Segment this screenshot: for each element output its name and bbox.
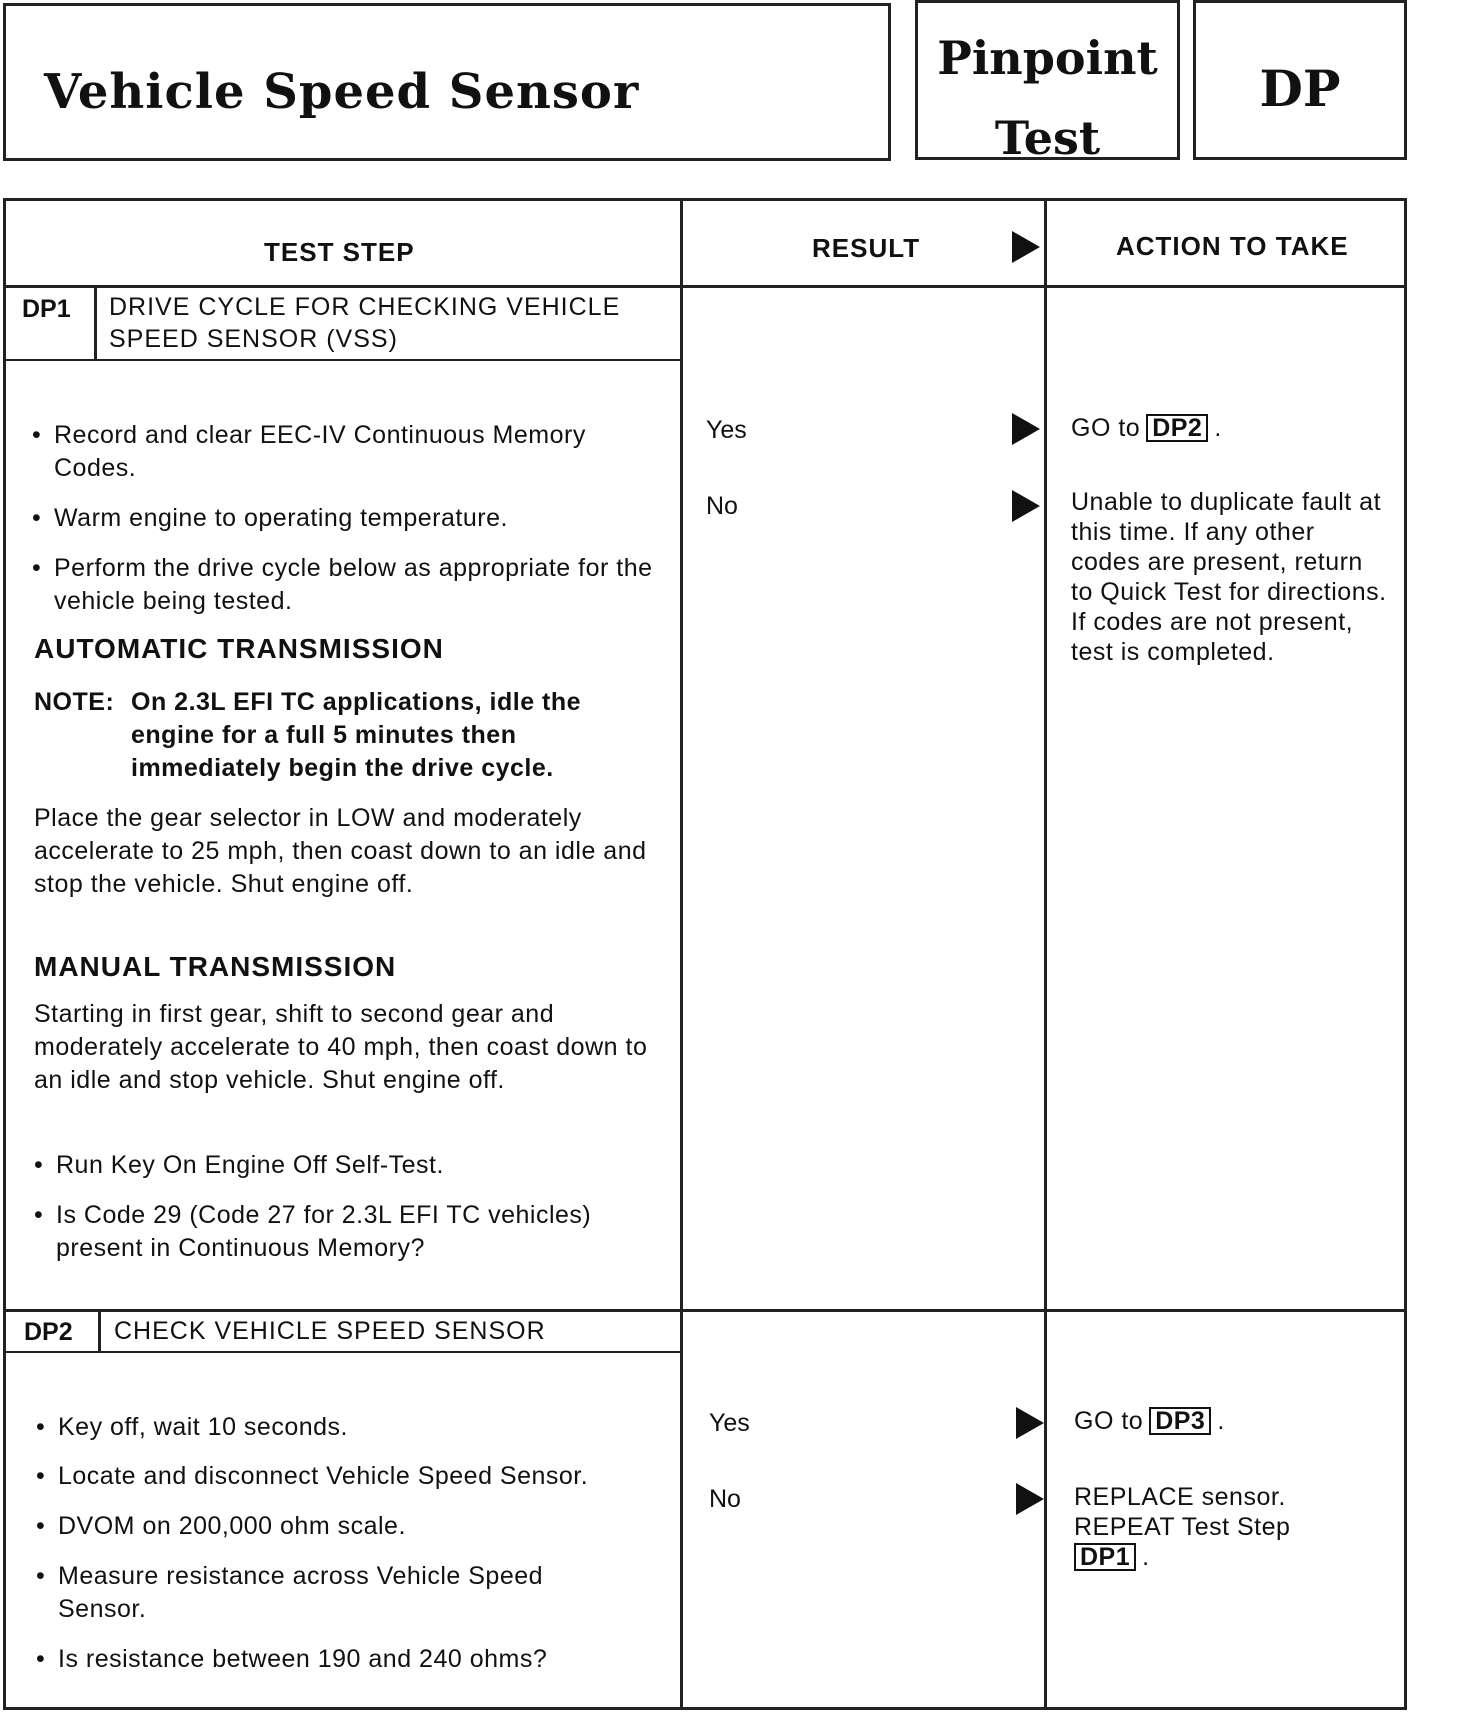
dp1-step-id: DP1 bbox=[22, 295, 71, 323]
col-header-action: ACTION TO TAKE bbox=[1116, 231, 1349, 261]
dp1-bullet: • Warm engine to operating temperature. bbox=[54, 502, 659, 535]
dp1-auto-heading: AUTOMATIC TRANSMISSION bbox=[34, 633, 444, 664]
action-suffix: . bbox=[1214, 414, 1222, 442]
note-label: NOTE: bbox=[34, 688, 115, 716]
dp2-step-id: DP2 bbox=[24, 1318, 73, 1346]
dp2-step-title: CHECK VEHICLE SPEED SENSOR bbox=[114, 1317, 546, 1345]
dp1-auto-text: Place the gear selector in LOW and moderately accelerate to 25 mph, then coast down to an idle and stop the vehicle. Shut engine off. bbox=[34, 804, 647, 898]
step-divider bbox=[6, 1309, 1404, 1312]
dp2-action-yes bbox=[1074, 1406, 1225, 1436]
arrow-icon bbox=[1012, 490, 1040, 522]
test-type-line1: Pinpoint bbox=[937, 31, 1158, 85]
arrow-icon bbox=[1012, 413, 1040, 445]
note-text: On 2.3L EFI TC applications, idle the engine for a full 5 minutes then immediately begin the drive cycle. bbox=[131, 688, 582, 782]
dp1-id-divider bbox=[94, 285, 97, 360]
dp1-action-no: Unable to duplicate fault at this time. If any other codes are present, return to Quick Test for directions. If codes are not present, test is completed. bbox=[1071, 488, 1387, 666]
dp2-bullet: • Locate and disconnect Vehicle Speed Sensor. bbox=[58, 1460, 678, 1493]
dp1-result-yes: Yes bbox=[706, 416, 747, 444]
col-header-result: RESULT bbox=[812, 233, 921, 263]
action-suffix: . bbox=[1217, 1407, 1225, 1435]
header-divider bbox=[6, 285, 1404, 288]
dp2-id-divider bbox=[98, 1309, 101, 1352]
page-title: Vehicle Speed Sensor bbox=[44, 64, 640, 120]
arrow-icon bbox=[1016, 1483, 1044, 1515]
title-box bbox=[3, 3, 891, 161]
step-ref-dp1[interactable]: DP1 bbox=[1074, 1543, 1136, 1571]
dp2-result-no: No bbox=[709, 1485, 741, 1513]
dp1-result-no: No bbox=[706, 492, 738, 520]
test-type-box bbox=[915, 0, 1180, 165]
column-divider-1 bbox=[680, 201, 683, 1707]
dp2-action-no bbox=[1074, 1482, 1354, 1572]
dp2-bullet: • Measure resistance across Vehicle Speed Sensor. bbox=[58, 1560, 618, 1626]
dp1-manual-text: Starting in first gear, shift to second gear and moderately accelerate to 40 mph, then coast down to an idle and stop vehicle. Shut engine off. bbox=[34, 1000, 648, 1094]
result-arrow-icon bbox=[1012, 231, 1040, 263]
dp1-title-underline bbox=[6, 359, 680, 361]
test-code: DP bbox=[1259, 59, 1341, 118]
action-suffix: . bbox=[1142, 1543, 1150, 1571]
col-header-test-step: TEST STEP bbox=[264, 237, 415, 267]
dp1-bullet: • Run Key On Engine Off Self-Test. bbox=[56, 1149, 661, 1182]
test-code-box bbox=[1193, 0, 1407, 160]
dp1-action-yes bbox=[1071, 413, 1222, 443]
dp1-note bbox=[34, 686, 664, 785]
dp2-result-yes: Yes bbox=[709, 1409, 750, 1437]
dp1-bullet: • Perform the drive cycle below as appropriate for the vehicle being tested. bbox=[54, 552, 659, 618]
action-text: REPLACE sensor. REPEAT Test Step bbox=[1074, 1483, 1291, 1541]
arrow-icon bbox=[1016, 1407, 1044, 1439]
test-table bbox=[3, 198, 1407, 1710]
dp1-bullet: • Is Code 29 (Code 27 for 2.3L EFI TC vehicles) present in Continuous Memory? bbox=[56, 1199, 616, 1265]
dp1-step-title: DRIVE CYCLE FOR CHECKING VEHICLE SPEED SENSOR (VSS) bbox=[109, 293, 621, 353]
step-ref-dp2[interactable]: DP2 bbox=[1146, 414, 1208, 442]
action-text: GO to bbox=[1071, 414, 1141, 442]
column-divider-2 bbox=[1044, 201, 1047, 1707]
action-text: GO to bbox=[1074, 1407, 1144, 1435]
dp1-manual-heading: MANUAL TRANSMISSION bbox=[34, 951, 397, 982]
dp2-bullet: • DVOM on 200,000 ohm scale. bbox=[58, 1510, 668, 1543]
dp2-title-underline bbox=[6, 1351, 680, 1353]
dp2-bullet: • Key off, wait 10 seconds. bbox=[58, 1411, 668, 1444]
dp1-bullet: • Record and clear EEC-IV Continuous Memory Codes. bbox=[54, 419, 659, 485]
test-type-line2: Test bbox=[994, 111, 1101, 165]
dp2-bullet: • Is resistance between 190 and 240 ohms? bbox=[58, 1643, 668, 1676]
step-ref-dp3[interactable]: DP3 bbox=[1149, 1407, 1211, 1435]
